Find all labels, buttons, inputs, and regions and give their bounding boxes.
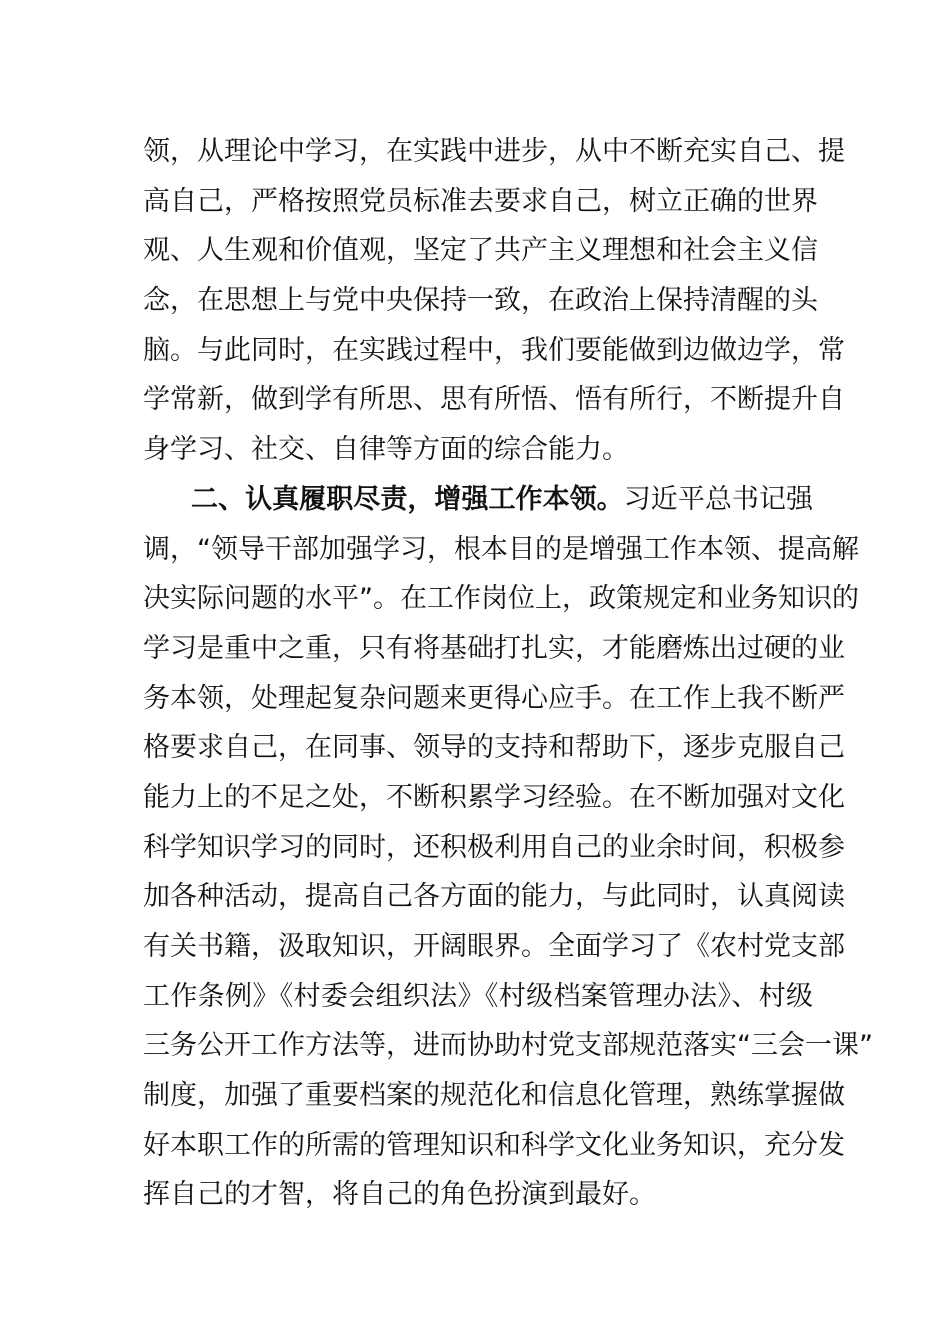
text-line: 加各种活动，提高自己各方面的能力，与此同时，认真阅读	[143, 881, 845, 913]
text-line: 制度，加强了重要档案的规范化和信息化管理，熟练掌握做	[143, 1080, 845, 1112]
text-line: 观、人生观和价值观，坚定了共产主义理想和社会主义信	[143, 235, 818, 267]
text-line: 念，在思想上与党中央保持一致，在政治上保持清醒的头	[143, 285, 818, 317]
text-line: 工作条例》《村委会组织法》《村级档案管理办法》、村级	[143, 980, 813, 1012]
text-line: 调，“领导干部加强学习，根本目的是增强工作本领、提高解	[143, 533, 859, 565]
text-line: 三务公开工作方法等，进而协助村党支部规范落实“三会一课”	[143, 1030, 873, 1062]
paragraph-2	[143, 475, 873, 1220]
text-line: 挥自己的才智，将自己的角色扮演到最好。	[143, 1179, 656, 1211]
section-heading: 二、认真履职尽责，增强工作本领。	[191, 483, 624, 515]
text-line: 格要求自己，在同事、领导的支持和帮助下，逐步克服自己	[143, 732, 845, 764]
text-line: 领，从理论中学习，在实践中进步，从中不断充实自己、提	[143, 136, 845, 167]
text-line: 务本领，处理起复杂问题来更得心应手。在工作上我不断严	[143, 682, 845, 714]
text-line: 科学知识学习的同时，还积极利用自己的业余时间，积极参	[143, 831, 845, 863]
paragraph-1	[143, 127, 845, 475]
text-line: 有关书籍，汲取知识，开阔眼界。全面学习了《农村党支部	[143, 931, 845, 962]
text-line: 学常新，做到学有所思、思有所悟、悟有所行，不断提升自	[143, 384, 845, 416]
text-line: 学习是重中之重，只有将基础打扎实，才能磨炼出过硬的业	[143, 632, 845, 664]
text-line: 能力上的不足之处，不断积累学习经验。在不断加强对文化	[143, 781, 845, 813]
text-line: 好本职工作的所需的管理知识和科学文化业务知识，充分发	[143, 1129, 845, 1161]
text-line: 脑。与此同时，在实践过程中，我们要能做到边做边学，常	[143, 334, 845, 366]
text-line: 高自己，严格按照党员标准去要求自己，树立正确的世界	[143, 185, 818, 217]
paragraph-first-line	[143, 475, 813, 525]
text-line: 身学习、社交、自律等方面的综合能力。	[143, 434, 629, 466]
document-body	[143, 127, 873, 1220]
heading-line-rest: 习近平总书记强	[623, 483, 814, 515]
text-line: 决实际问题的水平”。在工作岗位上，政策规定和业务知识的	[143, 583, 859, 615]
